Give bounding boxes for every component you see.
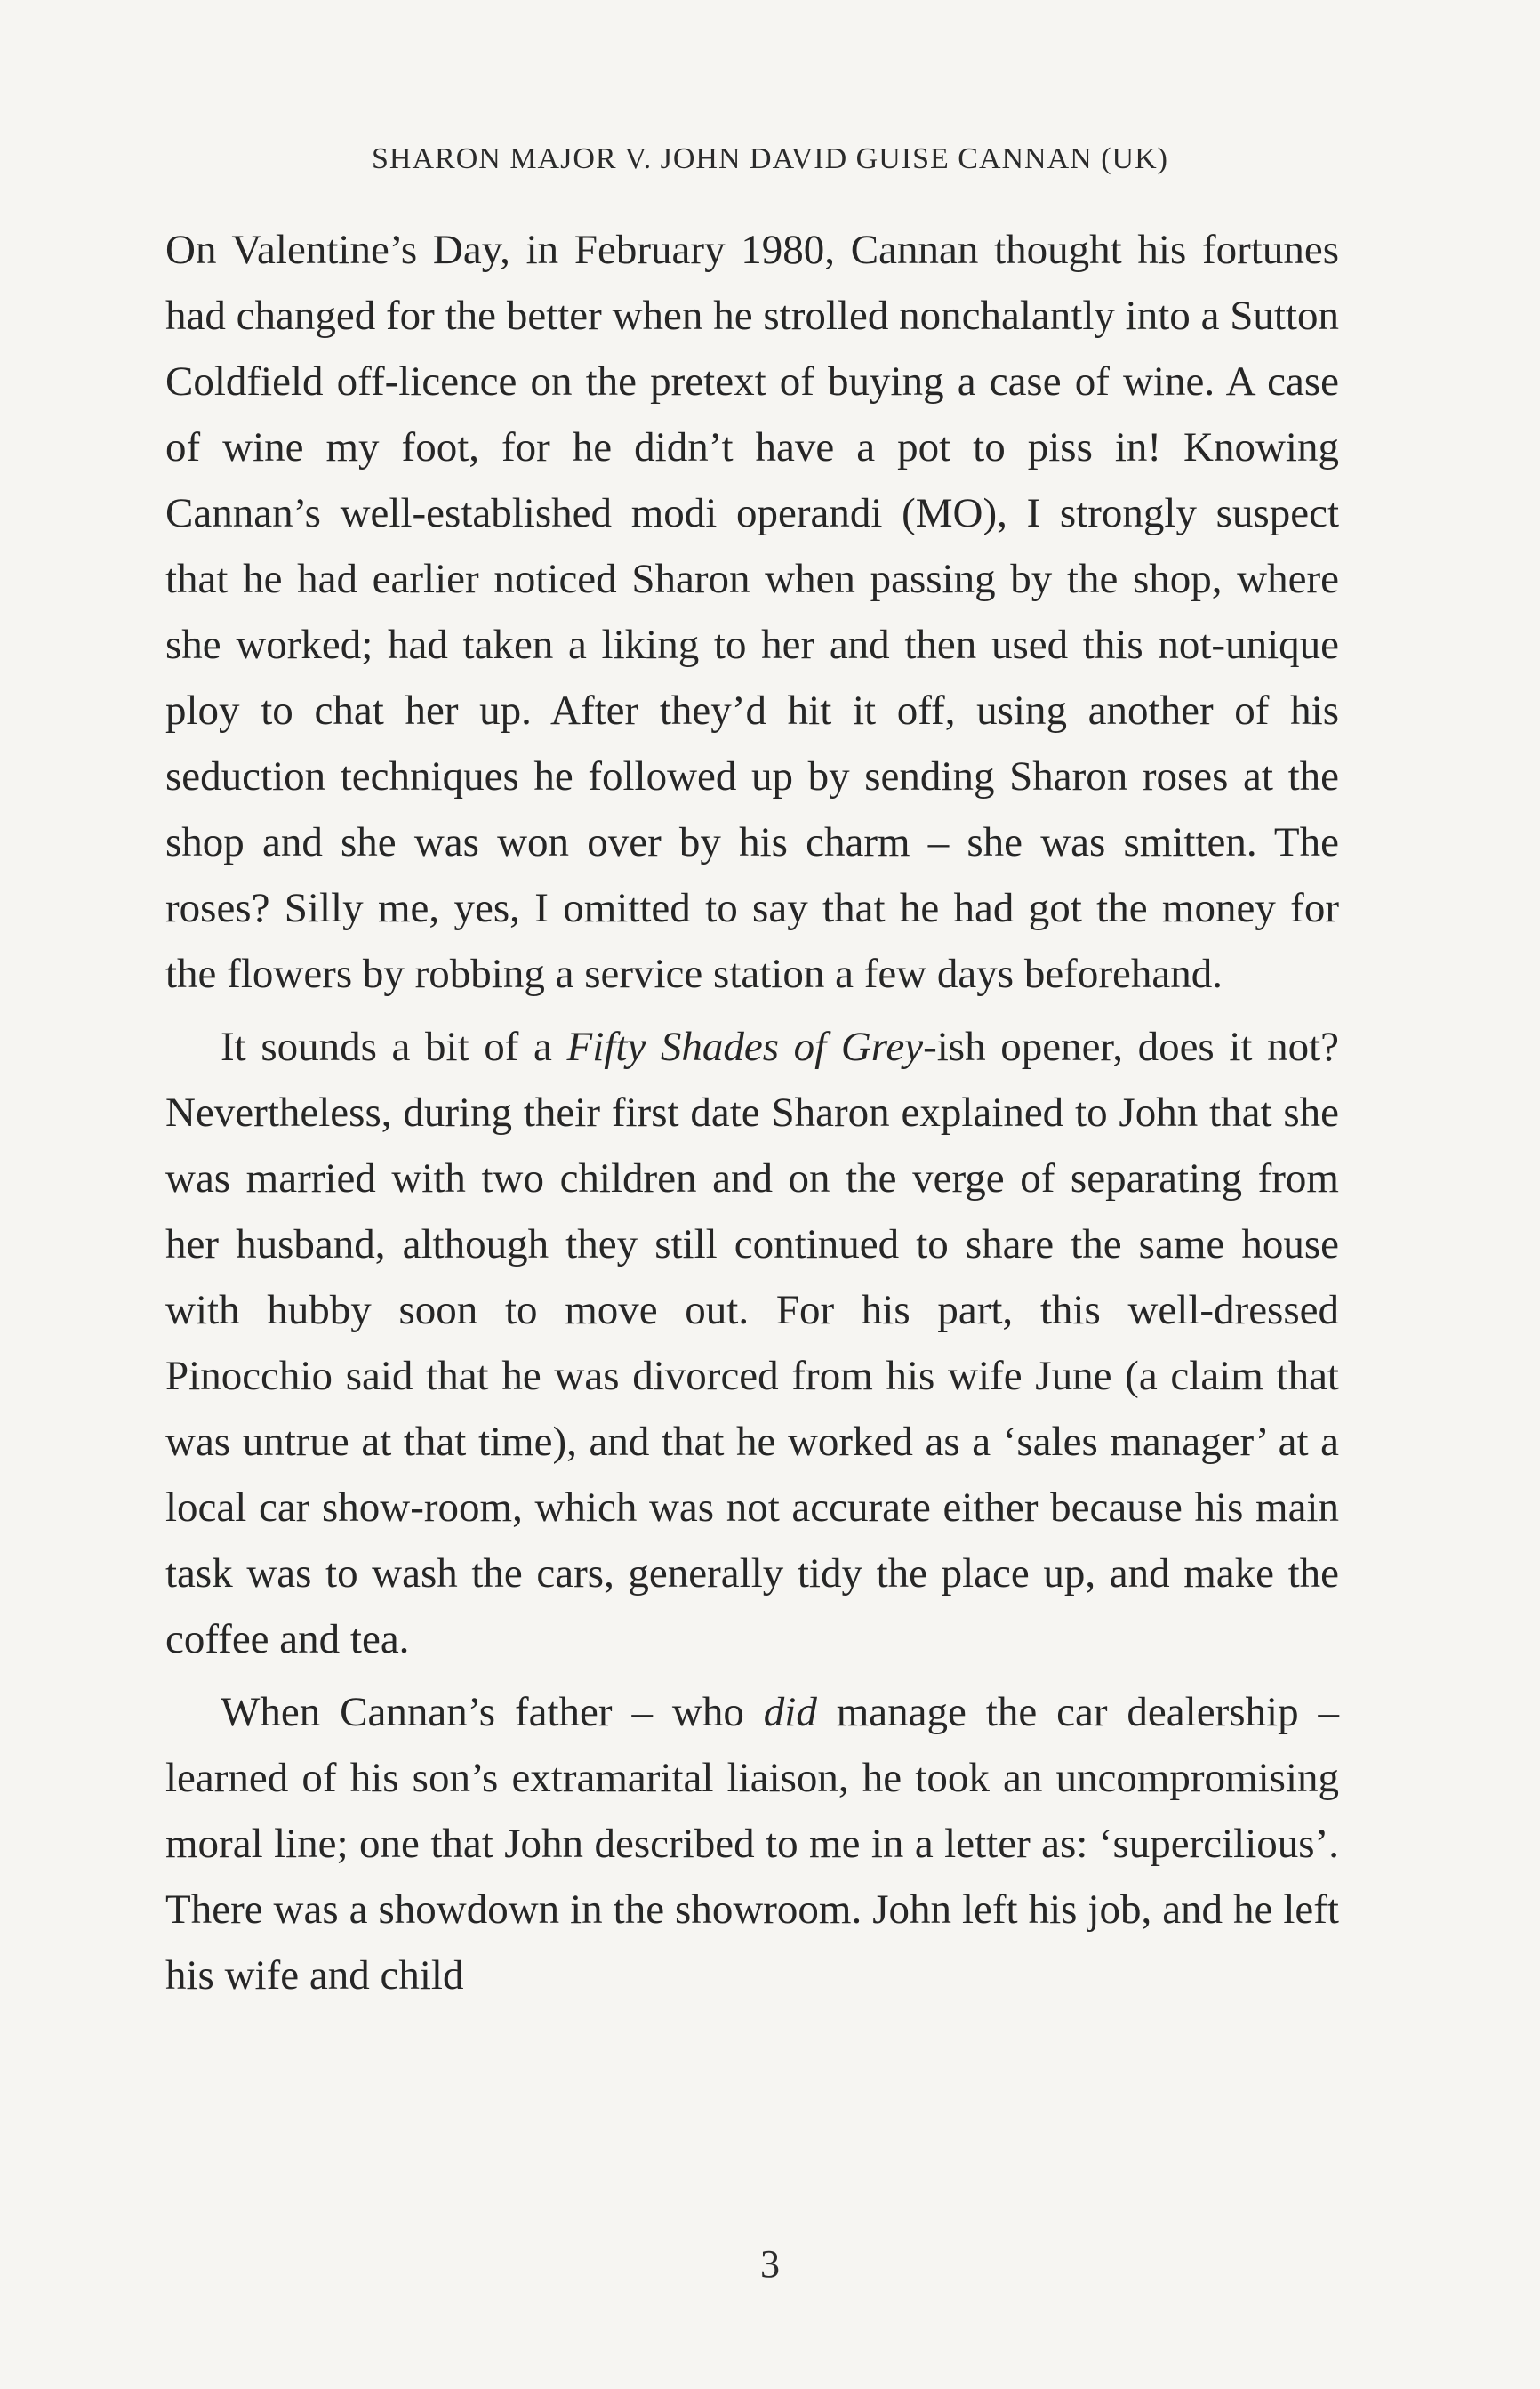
page-number: 3 bbox=[760, 2242, 780, 2286]
running-head: SHARON MAJOR V. JOHN DAVID GUISE CANNAN (UK) bbox=[372, 142, 1168, 175]
paragraph-3-text-before: When Cannan’s father – who bbox=[221, 1689, 764, 1735]
body-text bbox=[165, 217, 1339, 2008]
paragraph-2-text-before: It sounds a bit of a bbox=[221, 1024, 567, 1070]
paragraph-2 bbox=[165, 1014, 1339, 1672]
book-title-italic: Fifty Shades of Grey bbox=[566, 1024, 924, 1070]
paragraph-3-text-after: manage the car dealership – learned of his son’s extramarital liaison, he took an uncompromising moral line; one that John described to me in a letter as: ‘supercilious’. There was a showdown in the showroom. John left his job, and he left his wife and child bbox=[165, 1689, 1339, 1999]
emphasis-italic: did bbox=[763, 1689, 817, 1735]
paragraph-1: On Valentine’s Day, in February 1980, Cannan thought his fortunes had changed for the better when he strolled nonchalantly into a Sutton Coldfield off-licence on the pretext of buying a case of wine. A case of wine my foot, for he didn’t have a pot to piss in! Knowing Cannan’s well-established modi operandi (MO), I strongly suspect that he had earlier noticed Sharon when passing by the shop, where she worked; had taken a liking to her and then used this not-unique ploy to chat her up. After they’d hit it off, using another of his seduction techniques he followed up by sending Sharon roses at the shop and she was won over by his charm – she was smitten. The roses? Silly me, yes, I omitted to say that he had got the money for the flowers by robbing a service station a few days beforehand. bbox=[165, 227, 1339, 997]
paragraph-2-text-after: -ish opener, does it not? Nevertheless, during their first date Sharon explained to John that she was married with two children and on the verge of separating from her husband, although they still continued to share the same house with hubby soon to move out. For his part, this well-dressed Pinocchio said that he was divorced from his wife June (a claim that was untrue at that time), and that he worked as a ‘sales manager’ at a local car show-room, which was not accurate either because his main task was to wash the cars, generally tidy the place up, and make the coffee and tea. bbox=[165, 1024, 1340, 1662]
paragraph-3 bbox=[165, 1679, 1339, 2008]
